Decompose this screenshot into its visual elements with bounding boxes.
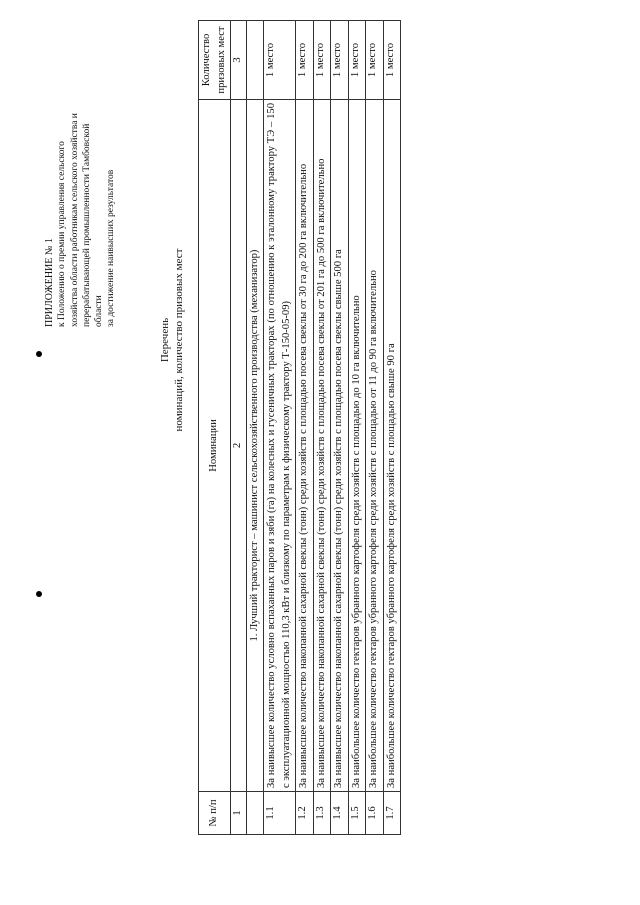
header-nomination: Номинации <box>199 100 231 792</box>
section-row <box>246 21 264 835</box>
header-row <box>199 21 231 835</box>
col-number: 2 <box>231 100 247 792</box>
header-number: № п/п <box>199 792 231 835</box>
heading-line-1: Перечень <box>159 317 171 363</box>
appendix-line: перерабатывающей промышленности Тамбовской области <box>81 123 105 327</box>
row-number: 1.2 <box>296 792 314 835</box>
row-number: 1.7 <box>383 792 401 835</box>
table-row <box>366 21 384 835</box>
row-nomination: За наибольшее количество гектаров убранного картофеля среди хозяйств с площадью до 10 га включительно <box>348 100 366 792</box>
table-row <box>331 21 349 835</box>
section-title: 1. Лучший тракторист – машинист сельскохозяйственного производства (механизатор) <box>246 100 264 792</box>
document-heading <box>158 230 186 450</box>
appendix-line: к Положению о премии управления сельского <box>57 141 68 327</box>
row-nomination: За наибольшее количество гектаров убранного картофеля среди хозяйств с площадью от 11 до 90 га включительно <box>366 100 384 792</box>
appendix-line: хозяйства области работникам сельского хозяйства и <box>69 113 80 327</box>
table-row <box>383 21 401 835</box>
row-nomination: За наивысшее количество накопанной сахарной свеклы (тонн) среди хозяйств с площадью посева свеклы от 30 га до 200 га включительно <box>296 100 314 792</box>
row-places: 1 место <box>264 21 296 100</box>
row-number: 1.3 <box>313 792 331 835</box>
table-row <box>264 21 296 835</box>
section-empty-cell <box>246 21 264 100</box>
row-nomination: За наивысшее количество накопанной сахарной свеклы (тонн) среди хозяйств с площадью посева свеклы свыше 500 га <box>331 100 349 792</box>
row-number: 1.1 <box>264 792 296 835</box>
table-row <box>296 21 314 835</box>
appendix-line: за достижение наивысших результатов <box>106 169 117 327</box>
table-row <box>313 21 331 835</box>
appendix-block <box>44 97 118 327</box>
column-number-row <box>231 21 247 835</box>
row-places: 1 место <box>296 21 314 100</box>
row-number: 1.5 <box>348 792 366 835</box>
table-row <box>348 21 366 835</box>
row-number: 1.6 <box>366 792 384 835</box>
col-number: 3 <box>231 21 247 100</box>
heading-line-2: номинаций, количество призовых мест <box>173 248 185 432</box>
row-places: 1 место <box>313 21 331 100</box>
punch-hole-mark <box>36 591 42 597</box>
row-places: 1 место <box>331 21 349 100</box>
row-nomination: За наивысшее количество накопанной сахарной свеклы (тонн) среди хозяйств с площадью посева свеклы от 201 га до 500 га включительно <box>313 100 331 792</box>
header-places: Количество призовых мест <box>199 21 231 100</box>
row-places: 1 место <box>348 21 366 100</box>
row-nomination: За наибольшее количество гектаров убранного картофеля среди хозяйств с площадью свыше 90 га <box>383 100 401 792</box>
row-places: 1 место <box>383 21 401 100</box>
section-empty-cell <box>246 792 264 835</box>
col-number: 1 <box>231 792 247 835</box>
appendix-title: ПРИЛОЖЕНИЕ № 1 <box>44 238 55 327</box>
punch-hole-mark <box>36 351 42 357</box>
nominations-table <box>198 20 401 835</box>
row-nomination: За наивысшее количество условно вспаханных паров и зяби (га) на колесных и гусеничных тракторах (по отношению к эталонному трактору ТЭ – 150 с эксплуатационной мощностью 110,3 кВт и близкому по параметрам к физическому трактору Т-150-05-09) <box>264 100 296 792</box>
row-places: 1 место <box>366 21 384 100</box>
row-number: 1.4 <box>331 792 349 835</box>
